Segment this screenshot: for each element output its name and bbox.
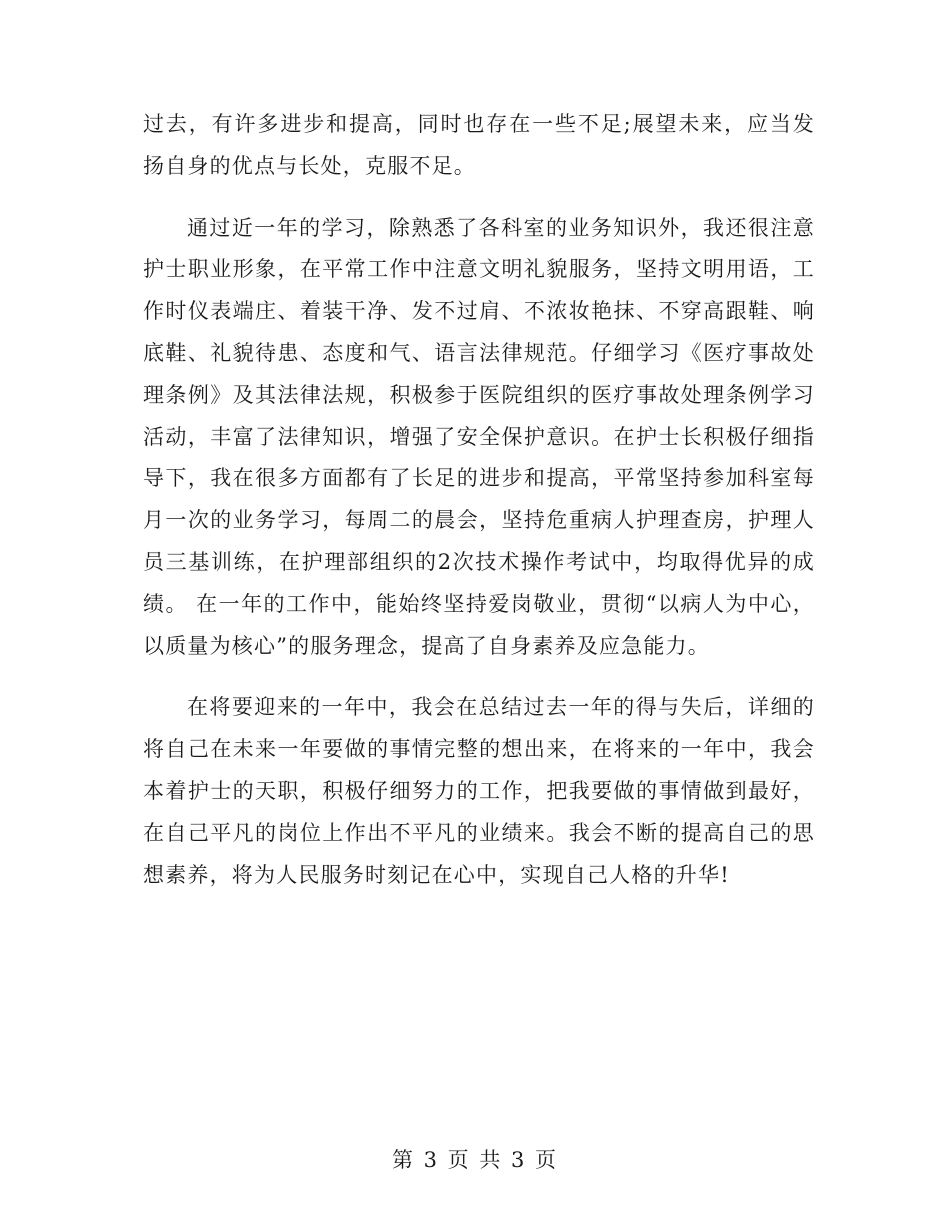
paragraph-3: 在将要迎来的一年中，我会在总结过去一年的得与失后，详细的将自己在未来一年要做的事情完整的想出来，在将来的一年中，我会本着护士的天职，积极仔细努力的工作，把我要做的事情做到最好，在自己平凡的岗位上作出不平凡的业绩来。我会不断的提高自己的思想素养，将为人民服务时刻记在心中，实现自己人格的升华! — [143, 695, 815, 887]
document-body — [143, 104, 815, 916]
page-number-footer: 第 3 页 共 3 页 — [391, 1148, 559, 1172]
paragraph-1: 过去，有许多进步和提高，同时也存在一些不足;展望未来，应当发扬自身的优点与长处，克服不足。 — [143, 112, 815, 178]
paragraph-2: 通过近一年的学习，除熟悉了各科室的业务知识外，我还很注意护士职业形象，在平常工作中注意文明礼貌服务，坚持文明用语，工作时仪表端庄、着装干净、发不过肩、不浓妆艳抹、不穿高跟鞋、响底鞋、礼貌待患、态度和气、语言法律规范。仔细学习《医疗事故处理条例》及其法律法规，积极参于医院组织的医疗事故处理条例学习活动，丰富了法律知识，增强了安全保护意识。在护士长积极仔细指导下，我在很多方面都有了长足的进步和提高，平常坚持参加科室每月一次的业务学习，每周二的晨会，坚持危重病人护理查房，护理人员三基训练，在护理部组织的2次技术操作考试中，均取得优异的成绩。 在一年的工作中，能始终坚持爱岗敬业，贯彻“以病人为中心，以质量为核心”的服务理念，提高了自身素养及应急能力。 — [143, 215, 815, 658]
